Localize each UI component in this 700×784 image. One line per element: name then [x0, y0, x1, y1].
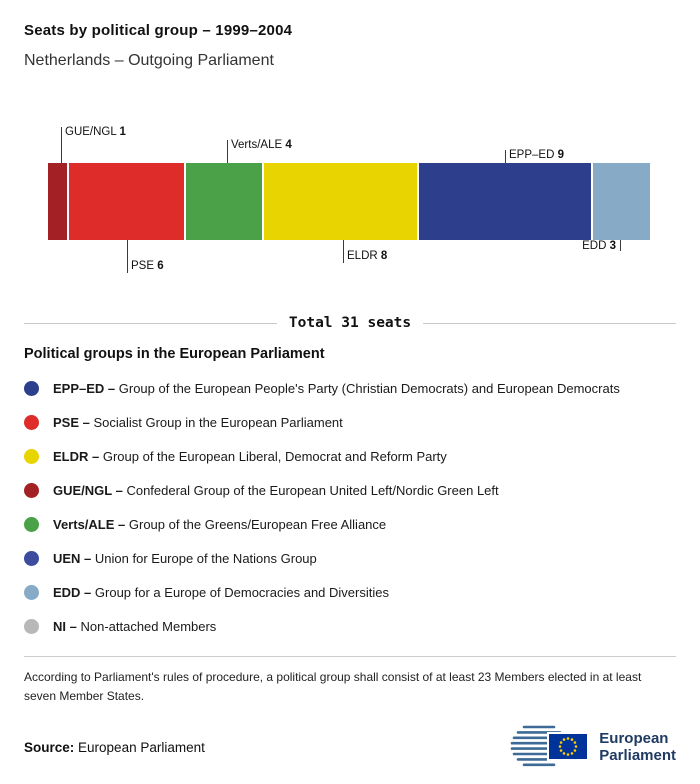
bar-segment-gue-ngl: [48, 163, 67, 240]
bar-segment-edd: [593, 163, 650, 240]
bar-segment-epp-ed: [419, 163, 591, 240]
bar-segment-eldr: [264, 163, 417, 240]
ep-logo-line1: European: [599, 729, 669, 747]
stacked-bar: [48, 163, 650, 240]
legend-color-dot-eldr: [24, 449, 39, 464]
footnote: According to Parliament's rules of procedure, a political group shall consist of at least 23 Members elected in at least seven Member States.: [24, 670, 642, 703]
legend-color-dot-epp-ed: [24, 381, 39, 396]
source-label: Source:: [24, 739, 75, 755]
legend-item-edd: [24, 575, 676, 609]
total-seats-label: Total 31 seats: [288, 315, 412, 331]
chart: [24, 105, 676, 285]
source-value: European Parliament: [78, 739, 205, 755]
legend-item-text: EDD – Group for a Europe of Democracies and Diversities: [53, 584, 389, 600]
callout-line-edd: [620, 240, 621, 251]
callout-label-verts-ale: Verts/ALE 4: [231, 139, 292, 151]
legend-item-text: ELDR – Group of the European Liberal, Democrat and Reform Party: [53, 448, 447, 464]
callout-label-edd: EDD 3: [582, 240, 616, 252]
total-rule-left: [24, 323, 277, 324]
page-title: Seats by political group – 1999–2004: [24, 22, 293, 39]
legend-item-text: EPP–ED – Group of the European People's Party (Christian Democrats) and European Democrats: [53, 380, 620, 396]
ep-hemicycle-flag-icon: [510, 724, 592, 770]
total-rule-right: [423, 323, 676, 324]
legend-color-dot-edd: [24, 585, 39, 600]
legend-color-dot-uen: [24, 551, 39, 566]
legend-item-ni: [24, 609, 676, 643]
bar-segment-verts-ale: [186, 163, 262, 240]
legend-item-eldr: [24, 439, 676, 473]
legend-item-text: PSE – Socialist Group in the European Parliament: [53, 414, 343, 430]
callout-label-gue-ngl: GUE/NGL 1: [65, 126, 126, 138]
legend-item-text: GUE/NGL – Confederal Group of the European United Left/Nordic Green Left: [53, 482, 499, 498]
legend-item-epp-ed: [24, 371, 676, 405]
footer: [24, 724, 676, 770]
legend-title: Political groups in the European Parliament: [24, 346, 325, 362]
legend-item-verts-ale: [24, 507, 676, 541]
legend-color-dot-ni: [24, 619, 39, 634]
callout-label-epp-ed: EPP–ED 9: [509, 149, 564, 161]
legend-item-pse: [24, 405, 676, 439]
callout-line-verts-ale: [227, 140, 228, 163]
ep-logo-line2: Parliament: [599, 747, 676, 764]
callout-line-epp-ed: [505, 150, 506, 163]
callout-line-gue-ngl: [61, 127, 62, 163]
legend-color-dot-pse: [24, 415, 39, 430]
callout-label-pse: PSE 6: [131, 260, 164, 272]
legend-list: [24, 371, 676, 643]
european-parliament-logo: [510, 724, 676, 770]
total-seats-row: [24, 315, 676, 331]
ep-logo-wordmark: [599, 730, 676, 765]
legend-item-uen: [24, 541, 676, 575]
footnote-divider: [24, 656, 676, 657]
callout-line-eldr: [343, 240, 344, 263]
legend-item-text: Verts/ALE – Group of the Greens/European Free Alliance: [53, 516, 387, 532]
legend-color-dot-verts-ale: [24, 517, 39, 532]
bar-segment-pse: [69, 163, 184, 240]
legend-item-text: NI – Non-attached Members: [53, 618, 217, 634]
page-subtitle: Netherlands – Outgoing Parliament: [24, 52, 274, 69]
callout-label-eldr: ELDR 8: [347, 250, 388, 262]
legend-item-text: UEN – Union for Europe of the Nations Group: [53, 550, 317, 566]
legend-item-gue-ngl: [24, 473, 676, 507]
legend-color-dot-gue-ngl: [24, 483, 39, 498]
source-line: [24, 740, 205, 755]
callout-line-pse: [127, 240, 128, 273]
